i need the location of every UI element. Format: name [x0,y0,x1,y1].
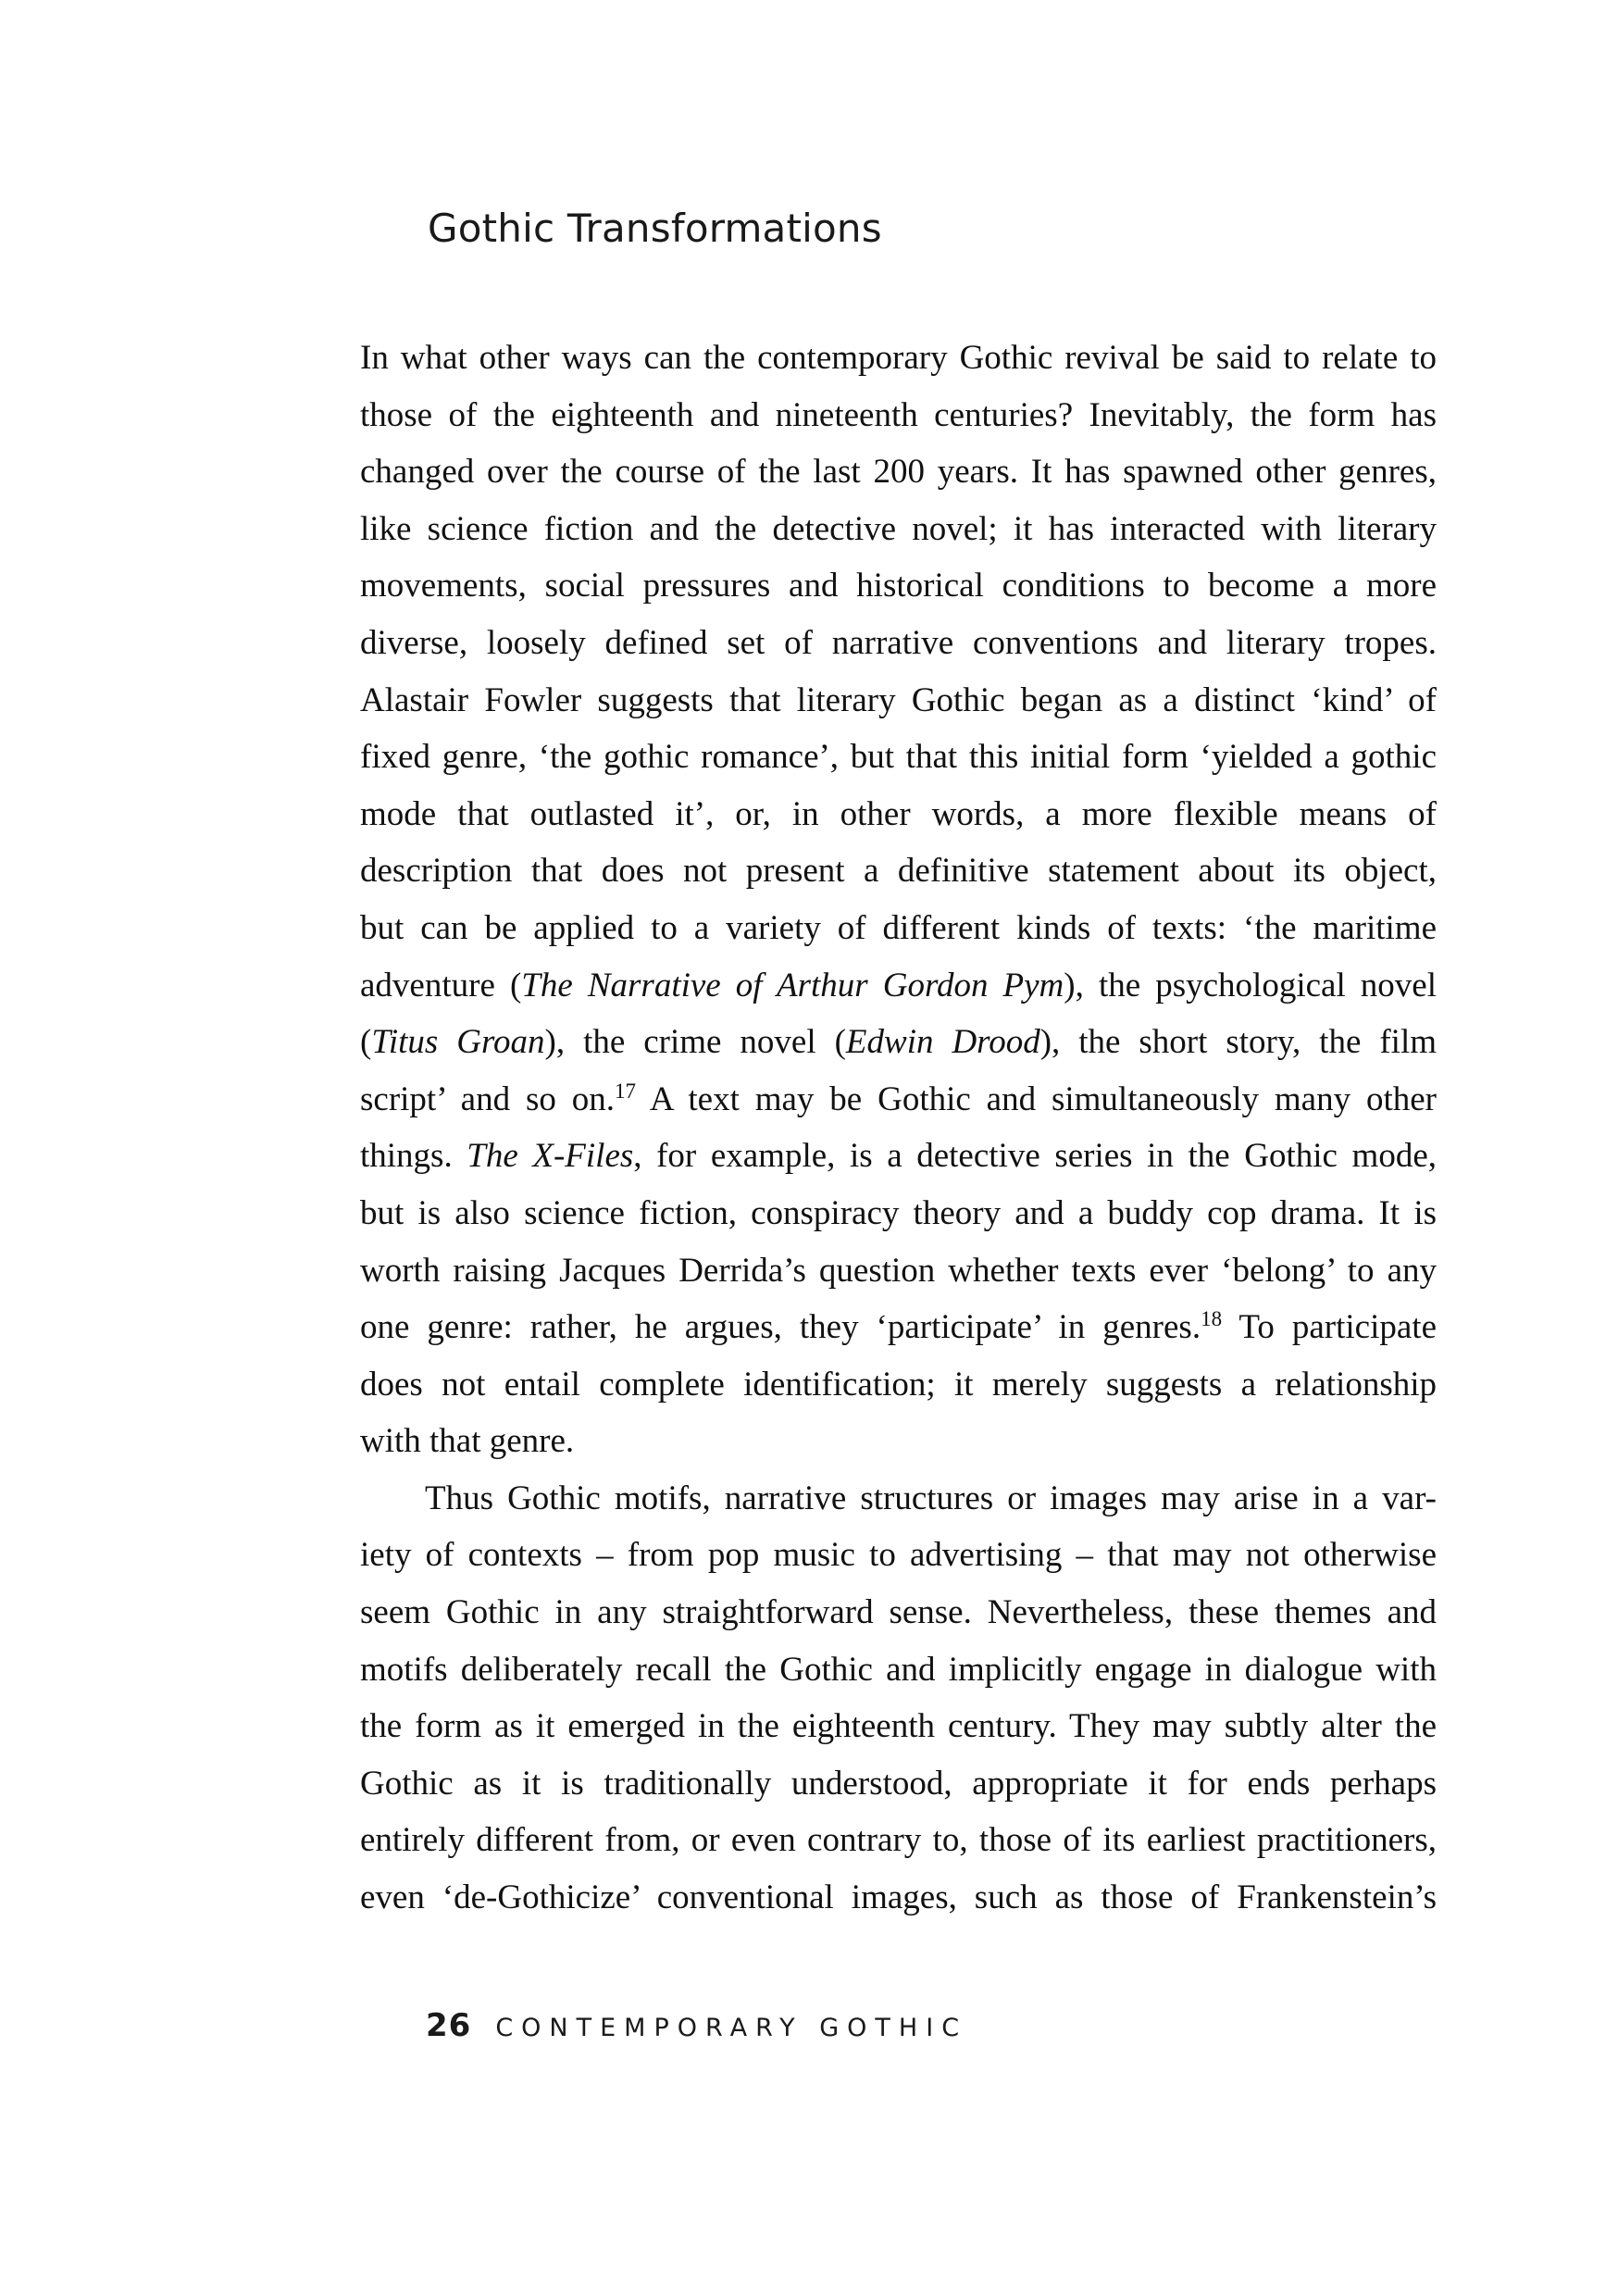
text-run: one genre: rather, he argues, they ‘participate’ in genres. [360,1308,1201,1347]
page-footer [426,2007,967,2044]
text-line [360,1071,1437,1129]
text-run: things. [360,1137,467,1176]
text-line [360,501,1437,558]
text-run: diverse, loosely defined set of narrative conventions and literary tropes. [360,623,1437,662]
text-line [360,443,1437,501]
text-line [360,1527,1437,1584]
text-run: worth raising Jacques Derrida’s question whether texts ever ‘belong’ to any [360,1251,1437,1290]
text-run: ), the short story, the film [1039,1023,1438,1062]
text-line [360,1584,1437,1641]
text-run: script’ and so on. [360,1079,615,1118]
text-line [360,1014,1437,1071]
paragraph-2 [360,1470,1437,1927]
text-run: movements, social pressures and historical conditions to become a more [360,567,1437,605]
text-line [360,842,1437,900]
text-line [360,786,1437,843]
text-line [360,1698,1437,1755]
text-run: ( [360,1023,372,1062]
text-line [360,557,1437,615]
text-line [360,1869,1437,1927]
text-line [360,1812,1437,1869]
text-line [360,1242,1437,1300]
text-run: like science fiction and the detective novel; it has interacted with literary [360,509,1437,548]
italic-title: The X-Files [467,1137,634,1176]
text-run: Gothic as it is traditionally understood, appropriate it for ends perhaps [360,1764,1437,1803]
text-run: To participate [1222,1308,1438,1347]
text-run: with that genre. [360,1422,575,1461]
text-line [360,1128,1437,1185]
body-text [360,330,1437,1927]
text-run: but is also science fiction, conspiracy theory and a buddy cop drama. It is [360,1193,1437,1232]
text-line [360,615,1437,672]
text-run: description that does not present a definitive statement about its object, [360,852,1437,891]
text-run: ), the psychological novel [1064,966,1437,1004]
text-run: , for example, is a detective series in the Gothic mode, [633,1137,1438,1176]
text-line [360,1755,1437,1813]
text-line [360,957,1437,1015]
text-line [360,729,1437,786]
text-run: Thus Gothic motifs, narrative structures or images may arise in a var- [425,1479,1437,1517]
text-run: mode that outlasted it’, or, in other words, a more flexible means of [360,794,1437,833]
text-run: adventure ( [360,966,522,1004]
italic-title: The Narrative of Arthur Gordon Pym [521,966,1064,1004]
text-run: ), the crime novel ( [544,1023,846,1062]
text-line [360,330,1437,387]
text-run: changed over the course of the last 200 years. It has spawned other genres, [360,453,1437,492]
text-run: but can be applied to a variety of different kinds of texts: ‘the maritime [360,908,1437,947]
text-run: Alastair Fowler suggests that literary Gothic began as a distinct ‘kind’ of [360,680,1437,719]
text-run: iety of contexts – from pop music to advertising – that may not otherwise [360,1536,1437,1575]
text-line [360,1356,1437,1414]
text-line [360,1185,1437,1242]
text-line [360,1413,1437,1470]
footnote-marker: 17 [614,1079,636,1103]
text-line [360,1470,1437,1528]
text-line [360,900,1437,957]
text-run: does not entail complete identification; it merely suggests a relationship [360,1365,1437,1404]
paragraph-1 [360,330,1437,1470]
italic-title: Titus Groan [371,1023,545,1062]
text-run: those of the eighteenth and nineteenth centuries? Inevitably, the form has [360,395,1437,434]
running-head: CONTEMPORARY GOTHIC [495,2014,968,2042]
text-line [360,1299,1437,1356]
section-heading: Gothic Transformations [428,206,882,251]
italic-title: Edwin Drood [845,1023,1040,1062]
text-run: A text may be Gothic and simultaneously many other [635,1079,1437,1118]
page-number: 26 [426,2007,472,2044]
text-run: even ‘de-Gothicize’ conventional images, such as those of Frankenstein’s [360,1878,1437,1917]
footnote-marker: 18 [1201,1307,1223,1331]
text-run: seem Gothic in any straightforward sense. Nevertheless, these themes and [360,1593,1437,1632]
text-line [360,672,1437,730]
text-run: motifs deliberately recall the Gothic and implicitly engage in dialogue with [360,1650,1437,1689]
text-run: the form as it emerged in the eighteenth century. They may subtly alter the [360,1707,1437,1746]
text-run: entirely different from, or even contrary to, those of its earliest practitioners, [360,1821,1437,1860]
text-line [360,387,1437,444]
text-run: In what other ways can the contemporary Gothic revival be said to relate to [360,339,1437,377]
text-run: fixed genre, ‘the gothic romance’, but that this initial form ‘yielded a gothic [360,738,1437,777]
text-line [360,1641,1437,1699]
